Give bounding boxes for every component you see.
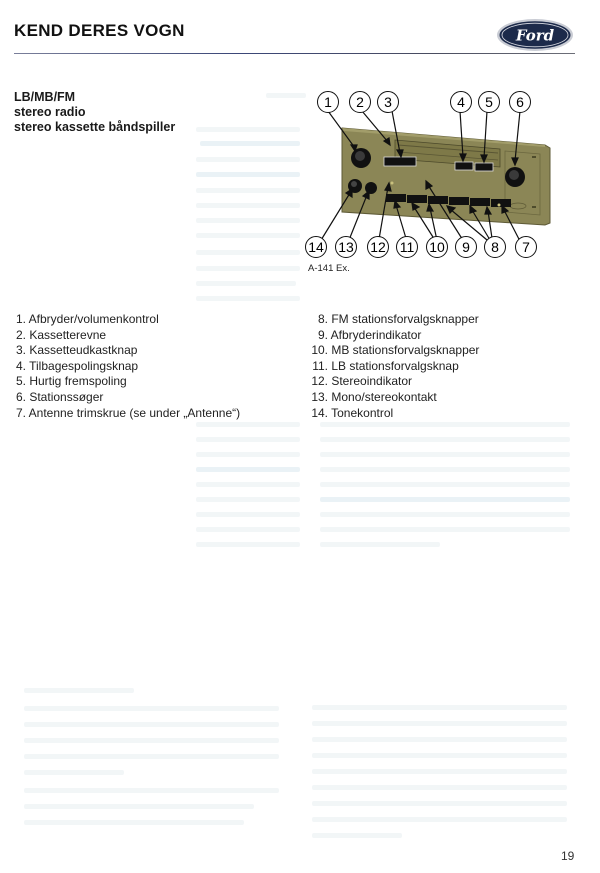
svg-text:11: 11 [399, 239, 415, 255]
callout-13 [336, 237, 357, 258]
svg-text:3: 3 [384, 94, 392, 110]
legend-item: 13. Mono/stereokontakt [311, 389, 437, 404]
callout-6 [510, 92, 531, 113]
ford-logo-icon [496, 18, 574, 52]
legend-item: 10. MB stationsforvalgsknapper [311, 343, 480, 358]
section-subtitle [14, 90, 175, 135]
svg-text:14: 14 [308, 239, 324, 255]
svg-text:12: 12 [370, 239, 386, 255]
svg-text:13: 13 [338, 239, 354, 255]
legend-item: 11. LB stationsforvalgsknap [312, 358, 459, 373]
subtitle-line: LB/MB/FM [14, 90, 76, 104]
subtitle-line: stereo kassette båndspiller [14, 120, 176, 134]
callout-2 [350, 92, 371, 113]
page-title: KEND DERES VOGN [14, 21, 185, 40]
rewind-button-icon [455, 162, 473, 170]
legend-list-right [306, 312, 479, 421]
svg-text:8: 8 [491, 239, 499, 255]
svg-text:5: 5 [485, 94, 493, 110]
svg-text:Ford: Ford [515, 26, 555, 45]
subtitle-line: stereo radio [14, 105, 86, 119]
figure-caption: A-141 Ex. [308, 263, 350, 274]
legend-list-left [14, 312, 240, 421]
legend-item: 4. Tilbagespolingsknap [15, 358, 139, 373]
legend-item: 12. Stereoindikator [311, 374, 413, 389]
svg-text:10: 10 [429, 239, 445, 255]
volume-knob-icon [351, 148, 371, 168]
svg-text:7: 7 [522, 239, 530, 255]
legend-item: 3. Kassetteudkastknap [15, 343, 138, 358]
callout-1 [318, 92, 339, 113]
legend-item: 5. Hurtig fremspoling [15, 374, 127, 389]
legend-item: 1. Afbryder/volumenkontrol [15, 312, 159, 326]
callouts-top [318, 92, 531, 113]
antenna-trim-screw-icon [498, 204, 501, 207]
svg-text:6: 6 [516, 94, 524, 110]
callout-4 [451, 92, 472, 113]
svg-text:4: 4 [457, 94, 465, 110]
callout-12 [368, 237, 389, 258]
legend-item: 7. Antenne trimskrue (se under „Antenne“) [15, 405, 241, 420]
svg-text:1: 1 [324, 94, 332, 110]
callout-11 [397, 237, 418, 258]
callout-3 [378, 92, 399, 113]
legend-item: 14. Tonekontrol [311, 405, 394, 420]
header-divider [14, 53, 575, 54]
fast-forward-button-icon [475, 163, 493, 171]
callout-5 [479, 92, 500, 113]
callout-7 [516, 237, 537, 258]
svg-text:2: 2 [356, 94, 364, 110]
legend-item: 8. FM stationsforvalgsknapper [317, 312, 479, 326]
callout-10 [427, 237, 448, 258]
callout-8 [485, 237, 506, 258]
legend-item: 9. Afbryderindikator [317, 327, 422, 342]
callouts-bottom [306, 237, 537, 258]
legend-item: 2. Kassetterevne [15, 327, 107, 342]
stereo-indicator-icon [391, 182, 394, 185]
tuning-knob-icon [505, 167, 525, 187]
svg-text:9: 9 [462, 239, 470, 255]
callout-9 [456, 237, 477, 258]
eject-button-icon [384, 157, 416, 166]
callout-14 [306, 237, 327, 258]
legend-item: 6. Stationssøger [15, 389, 104, 404]
radio-diagram [300, 85, 560, 280]
page-number: 19 [561, 849, 575, 863]
